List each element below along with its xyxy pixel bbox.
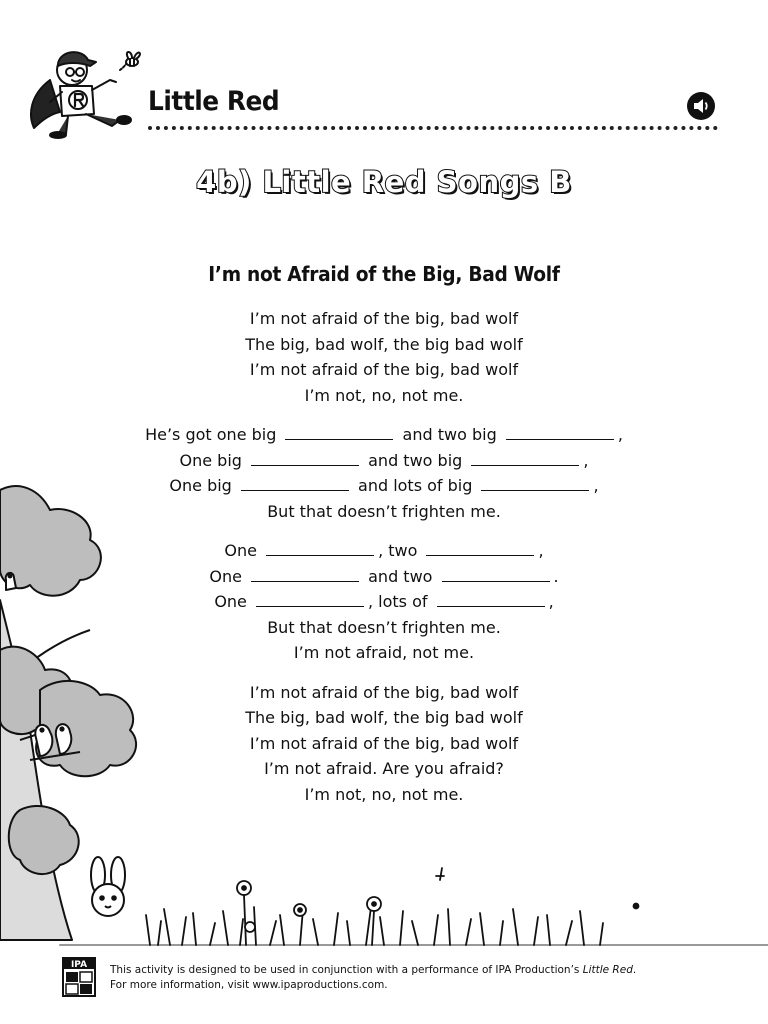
- lyric-line: I’m not afraid. Are you afraid?: [264, 759, 504, 778]
- lyric-line: I’m not, no, not me.: [304, 784, 464, 804]
- activity-title: 4b) Little Red Songs B: [196, 165, 572, 199]
- mascot-illustration: [20, 40, 160, 140]
- fill-in-line: One , lots of ,: [214, 592, 554, 611]
- lyric-line: But that doesn’t frighten me.: [267, 617, 501, 637]
- speaker-icon[interactable]: [686, 91, 716, 121]
- lyric-line: I’m not afraid of the big, bad wolf: [249, 682, 519, 702]
- lyric-line: The big, bad wolf, the big bad wolf: [245, 708, 523, 727]
- fill-in-line: He’s got one big and two big ,: [145, 425, 623, 444]
- lyric-line: I’m not afraid, not me.: [293, 643, 475, 662]
- scenery-illustration: [0, 480, 768, 950]
- header-divider: [148, 126, 718, 130]
- stanza-1: [0, 306, 768, 408]
- grass-illustration: [60, 868, 768, 945]
- footer-line-2: For more information, visit www.ipaproductions.com.: [110, 979, 388, 991]
- fill-in-blank[interactable]: [285, 438, 393, 440]
- song-title: I’m not Afraid of the Big, Bad Wolf: [208, 262, 560, 286]
- fill-in-line: One , two ,: [224, 541, 544, 560]
- fill-in-line: One big and two big ,: [179, 450, 589, 470]
- fill-in-blank[interactable]: [251, 464, 359, 466]
- fill-in-line: One and two .: [209, 566, 559, 586]
- lyric-line: I’m not afraid of the big, bad wolf: [249, 360, 519, 379]
- lyric-line: The big, bad wolf, the big bad wolf: [245, 334, 523, 354]
- rabbit-illustration: [91, 857, 125, 916]
- lyric-line: I’m not, no, not me.: [304, 385, 464, 405]
- lyric-line: I’m not afraid of the big, bad wolf: [249, 733, 519, 753]
- fill-in-line: One big and lots of big ,: [169, 476, 599, 495]
- lyric-line: I’m not afraid of the big, bad wolf: [249, 309, 519, 328]
- footer-text: [110, 963, 636, 993]
- lyric-line: But that doesn’t frighten me.: [267, 501, 501, 521]
- svg-text:IPA: IPA: [70, 960, 88, 970]
- fill-in-blank[interactable]: [471, 464, 579, 466]
- ipa-logo: [62, 957, 96, 997]
- page-header-title: Little Red: [148, 86, 280, 117]
- footer-line-1: This activity is designed to be used in conjunction with a performance of IPA Production’s Little Red.: [110, 964, 637, 976]
- fill-in-blank[interactable]: [506, 438, 614, 440]
